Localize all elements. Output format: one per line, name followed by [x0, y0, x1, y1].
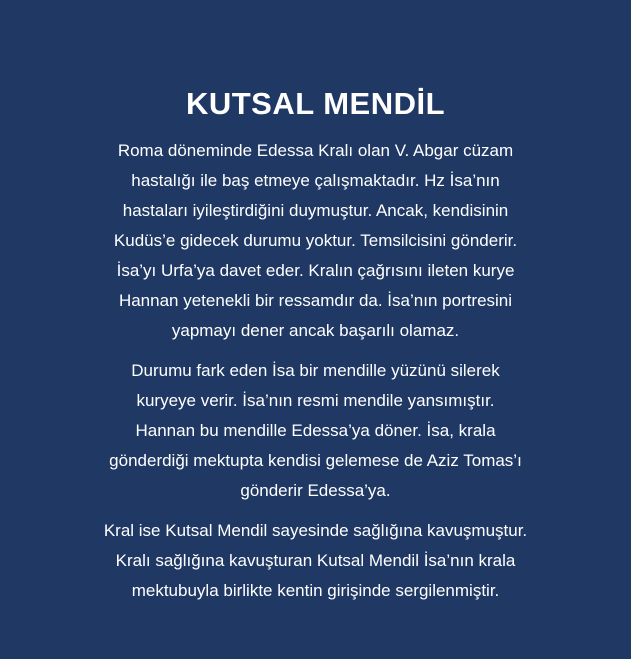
- text-line: Kudüs’e gidecek durumu yoktur. Temsilcisini gönderir.: [113, 231, 518, 250]
- text-line: Kralı sağlığına kavuşturan Kutsal Mendil İsa’nın krala: [115, 551, 516, 570]
- text-line: Kral ise Kutsal Mendil sayesinde sağlığına kavuşmuştur.: [103, 521, 528, 540]
- text-line: gönderdiği mektupta kendisi gelemese de Aziz Tomas’ı: [109, 451, 522, 470]
- document-title: KUTSAL MENDİL: [185, 86, 446, 121]
- text-line: kuryeye verir. İsa’nın resmi mendile yansımıştır.: [136, 391, 495, 410]
- paragraph-3: [30, 516, 601, 606]
- text-line: Roma döneminde Edessa Kralı olan V. Abgar cüzam: [117, 141, 514, 160]
- text-line: Hannan bu mendille Edessa’ya döner. İsa, krala: [135, 421, 496, 440]
- text-line: Durumu fark eden İsa bir mendille yüzünü silerek: [131, 361, 500, 380]
- text-line: hastalığı ile baş etmeye çalışmaktadır. Hz İsa’nın: [131, 171, 500, 190]
- text-line: hastaları iyileştirdiğini duymuştur. Ancak, kendisinin: [122, 201, 509, 220]
- text-line: İsa’yı Urfa’ya davet eder. Kralın çağrısını ileten kurye: [116, 261, 515, 280]
- text-line: gönderir Edessa’ya.: [240, 481, 391, 500]
- text-line: mektubuyla birlikte kentin girişinde sergilenmiştir.: [131, 581, 500, 600]
- text-line: Hannan yetenekli bir ressamdır da. İsa’nın portresini: [118, 291, 513, 310]
- paragraph-2: [30, 356, 601, 506]
- paragraph-1: [30, 136, 601, 346]
- text-line: yapmayı dener ancak başarılı olamaz.: [171, 321, 460, 340]
